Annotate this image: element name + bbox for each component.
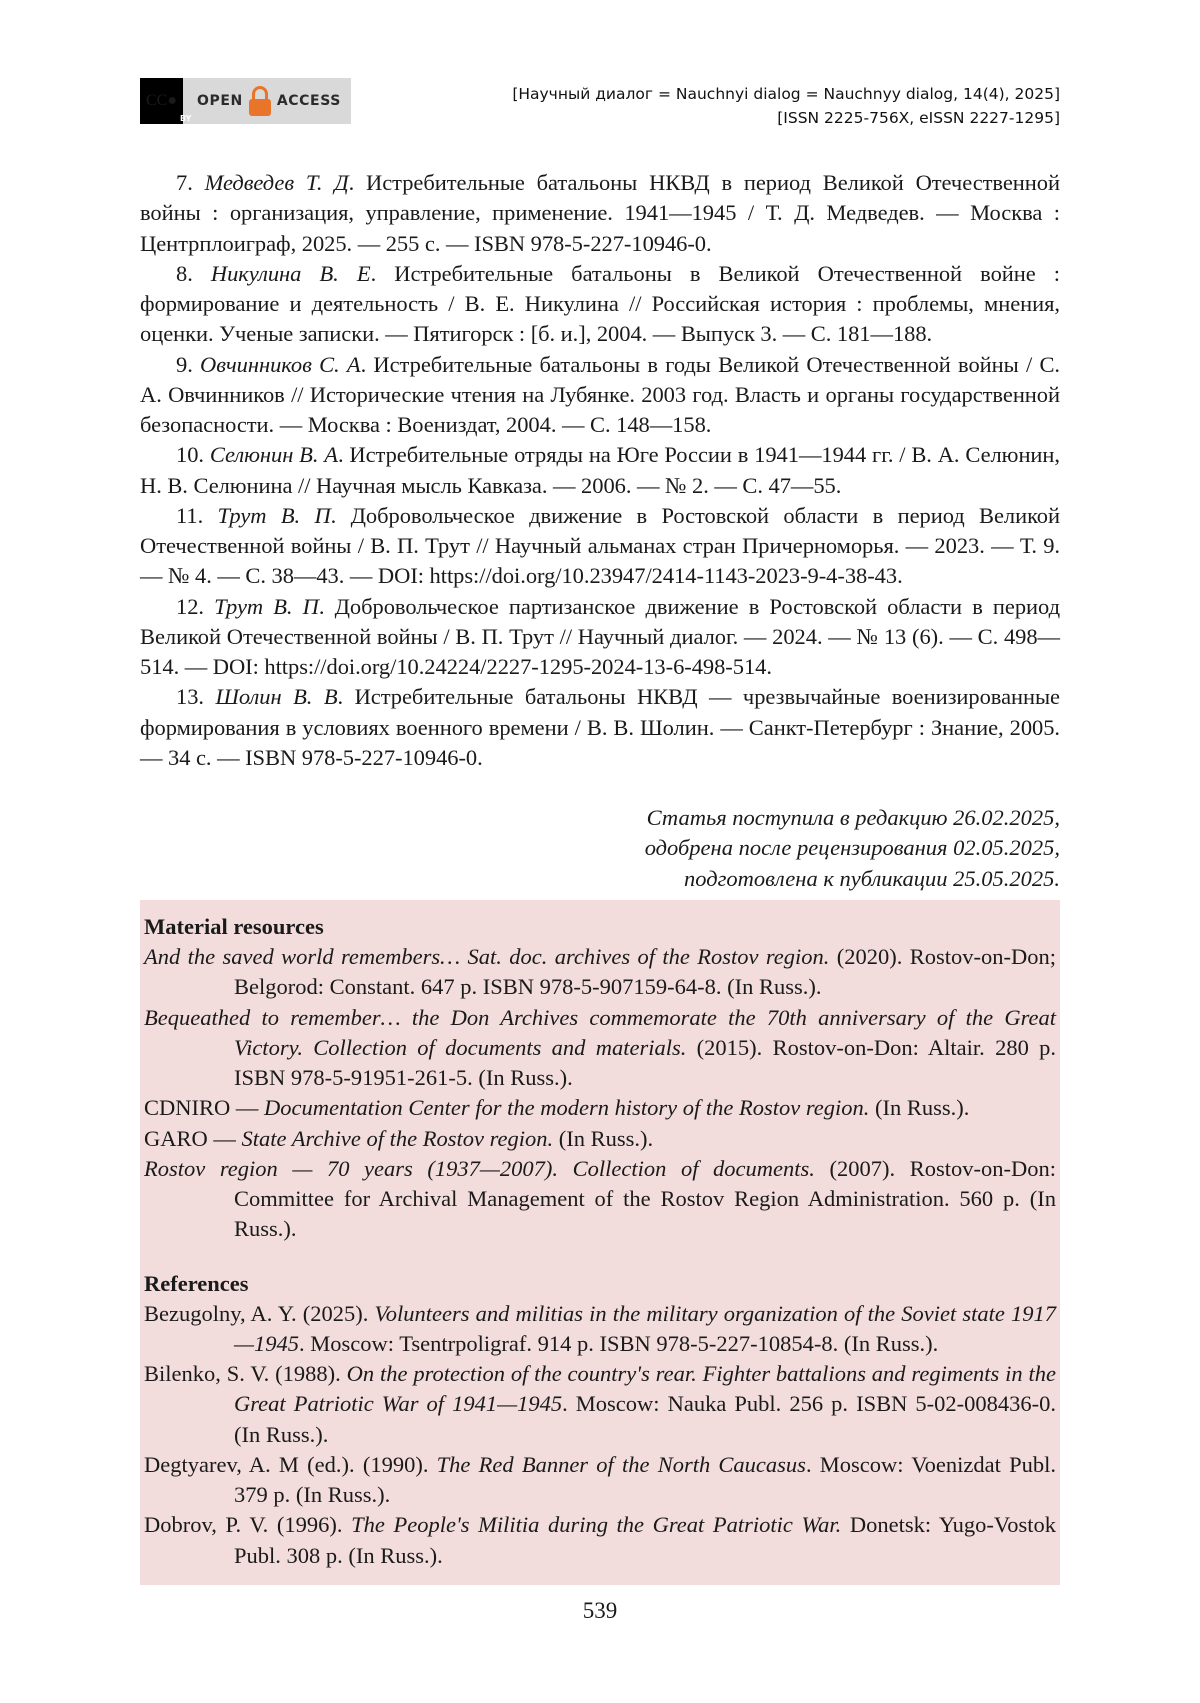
bib-title: The Red Banner of the North Caucasus (436, 1451, 806, 1477)
page-header (140, 78, 1060, 130)
reference-text: . Добровольческое партизанское движение в Ростовской области в период Великой Отечественной войны / В. П. Трут // Научный диалог. — 2024. — № 13 (6). — С. 498—514. — DOI: https://doi.org/10.24224/2227-1295-2024-13-6-498-514. (140, 593, 1060, 679)
journal-title-line: [Научный диалог = Nauchnyi dialog = Nauchnyy dialog, 14(4), 2025] (512, 85, 1060, 103)
reference-number: 12. (176, 593, 215, 619)
reference-author: Медведев Т. Д (204, 170, 349, 195)
russian-reference-list (140, 168, 1060, 894)
open-access-label (183, 78, 351, 124)
page-number: 539 (582, 1598, 618, 1623)
reference-text: . Истребительные отряды на Юге России в 1941—1944 гг. / В. А. Селюнин, Н. В. Селюнина // Научная мысль Кавказа. — 2006. — № 2. — С. 47—55. (140, 442, 1060, 498)
english-reference-item (144, 1450, 1056, 1511)
bib-title: Bequeathed to remember… the Don Archives commemorate the 70th anniversary of the Great Victory. Collection of documents and materials. (144, 1004, 1056, 1060)
bib-title: State Archive of the Rostov region. (241, 1125, 554, 1151)
bib-title: And the saved world remembers… Sat. doc. archives of the Rostov region. (144, 944, 830, 969)
bib-prefix: GARO — (144, 1125, 242, 1151)
reference-author: Трут В. П (214, 593, 319, 619)
material-resource-item (144, 942, 1056, 1003)
reference-author: Овчинников С. А (200, 351, 361, 377)
bib-details: . Moscow: Nauka Publ. 256 p. ISBN 5-02-008436-0. (In Russ.). (234, 1391, 1056, 1447)
reference-item (140, 592, 1060, 683)
reference-number: 10. (176, 442, 210, 468)
references-heading: References (144, 1270, 249, 1296)
bib-details: (2020). Rostov-on-Don; Belgorod: Constant. 647 p. ISBN 978-5-907159-64-8. (In Russ.). (234, 944, 1056, 1000)
bib-details: (2015). Rostov-on-Don: Altair. 280 p. ISBN 978-5-91951-261-5. (In Russ.). (234, 1034, 1057, 1090)
reference-text: . Истребительные батальоны в Великой Отечественной войне : формирование и деятельность / В. Е. Никулина // Российская история : проблемы, мнения, оценки. Ученые записки. — Пятигорск : [б. и.], 2004. — Выпуск 3. — С. 181—188. (140, 260, 1061, 347)
reference-number: 9. (176, 351, 201, 377)
bib-prefix: Bilenko, S. V. (1988). (144, 1361, 347, 1386)
english-reference-item (144, 1359, 1056, 1450)
reference-number: 13. (176, 684, 216, 710)
reference-author: Шолин В. В (215, 684, 338, 710)
reference-item (140, 168, 1060, 259)
journal-issn-line: [ISSN 2225-756X, eISSN 2227-1295] (777, 109, 1060, 128)
bib-details: (2007). Rostov-on-Don: Committee for Archival Management of the Rostov Region Administration. 560 p. (In Russ.). (234, 1155, 1056, 1242)
reference-author: Никулина В. Е (210, 260, 371, 286)
submission-dates (140, 803, 1060, 894)
material-resource-item (144, 1154, 1056, 1245)
published-date: подготовлена к публикации 25.05.2025. (684, 865, 1060, 891)
bib-title: Rostov region — 70 years (1937—2007). Collection of documents. (144, 1155, 815, 1181)
material-resource-item (144, 1093, 1056, 1123)
bib-title: Documentation Center for the modern history of the Rostov region. (264, 1095, 870, 1121)
reference-number: 7. (176, 170, 205, 195)
bib-details: Donetsk: Yugo-Vostok Publ. 308 p. (In Russ.). (234, 1512, 1057, 1568)
material-resource-item (144, 1124, 1056, 1154)
cc-by-label: BY (180, 114, 192, 123)
reference-text: . Истребительные батальоны НКВД в период Великой Отечественной войны : организация, управление, применение. 1941—1945 / Т. Д. Медведев. — Москва : Центрплоиграф, 2025. — 255 с. — ISBN 978-5-227-10946-0. (140, 170, 1060, 256)
english-reference-item (144, 1299, 1056, 1360)
bib-prefix: Dobrov, P. V. (1996). (144, 1512, 352, 1538)
submitted-date: Статья поступила в редакцию 26.02.2025, (646, 805, 1060, 830)
approved-date: одобрена после рецензирования 02.05.2025, (644, 835, 1060, 861)
bib-prefix: Degtyarev, A. M (ed.). (1990). (144, 1451, 437, 1477)
bib-details: . Moscow: Voenizdat Publ. 379 p. (In Russ.). (234, 1451, 1056, 1507)
material-resources-heading: Material resources (144, 914, 324, 939)
material-resource-item (144, 1003, 1056, 1094)
reference-text: . Добровольческое движение в Ростовской области в период Великой Отечественной войны / В. П. Трут // Научный альманах стран Причерноморья. — 2023. — Т. 9. — № 4. — С. 38—43. — DOI: https://doi.org/10.23947/2414-1143-2023-9-4-38-43. (140, 502, 1061, 589)
reference-item (140, 501, 1060, 592)
open-text: OPEN (197, 93, 243, 109)
cc-letters-icon: CC (146, 92, 168, 109)
reference-author: Селюнин В. А (209, 442, 338, 468)
reference-text: . Истребительные батальоны НКВД — чрезвычайные военизированные формирования в условиях военного времени / В. В. Шолин. — Санкт-Петербург : Знание, 2005. — 34 с. — ISBN 978-5-227-10946-0. (140, 684, 1060, 770)
bib-title: Volunteers and militias in the military organization of the Soviet state 1917—1945 (234, 1300, 1057, 1356)
cc-person-icon: ● (167, 92, 178, 109)
english-reference-item (144, 1510, 1056, 1571)
reference-item (140, 259, 1060, 350)
reference-item (140, 440, 1060, 501)
access-text: ACCESS (276, 93, 341, 109)
reference-author: Трут В. П (217, 502, 331, 528)
creative-commons-icon (140, 78, 192, 124)
reference-number: 11. (176, 502, 218, 528)
reference-text: . Истребительные батальоны в годы Великой Отечественной войны / С. А. Овчинников // Исторические чтения на Лубянке. 2003 год. Власть и органы государственной безопасности. — Москва : Воениздат, 2004. — С. 148—158. (140, 351, 1060, 437)
bib-title: The People's Militia during the Great Patriotic War. (351, 1512, 842, 1538)
bib-prefix: Bezugolny, A. Y. (2025). (144, 1300, 375, 1326)
bib-title: On the protection of the country's rear. Fighter battalions and regiments in the Great Patriotic War of 1941—1945 (234, 1361, 1057, 1417)
highlighted-bibliography-block (140, 900, 1060, 1585)
reference-number: 8. (176, 260, 211, 286)
open-lock-icon (249, 86, 271, 116)
bib-prefix: CDNIRO — (144, 1095, 265, 1121)
bib-details: . Moscow: Tsentrpoligraf. 914 p. ISBN 978-5-227-10854-8. (In Russ.). (299, 1330, 939, 1356)
bib-details: (In Russ.). (869, 1095, 970, 1121)
reference-item (140, 350, 1060, 441)
reference-item (140, 682, 1060, 773)
open-access-badge-group (140, 78, 351, 124)
bib-details: (In Russ.). (553, 1125, 654, 1151)
journal-citation (512, 78, 1060, 130)
